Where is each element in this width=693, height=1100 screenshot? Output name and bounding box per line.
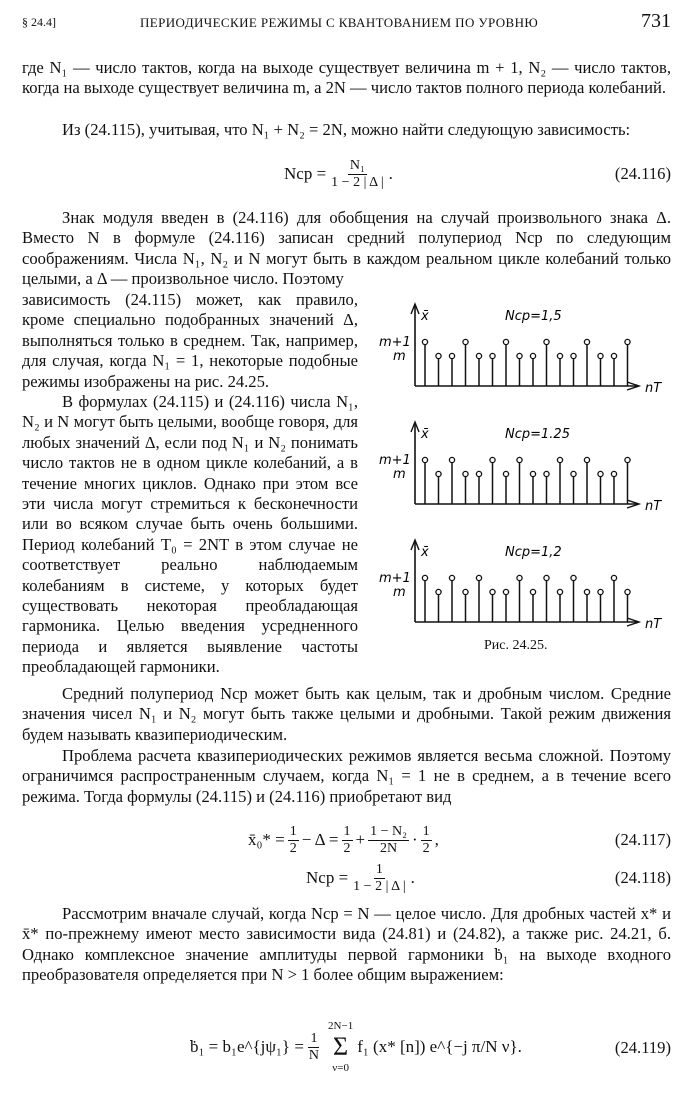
stem-point [436, 353, 441, 358]
paragraph: В формулах (24.115) и (24.116) числа N₁, N₂ и N могут быть целыми, вообще говоря, для любых значений Δ, если под N₁ и N₂ понимать число тактов не в одном цикле колебаний, а в течение многих циклов. Однако при этом все эти числа могут стремиться к бесконечности или во всяком случае быть очень большими. Период колебаний T₀ = 2NT в этом случае не соответствует реально наблюдаемым колебаниям в системе, у которых будет существовать некоторая преобладающая гармоника. Целью введения усредненного периода и является выявление частоты преобладающей гармоники. [22, 392, 358, 677]
stem-point [422, 339, 427, 344]
panel-label: Ncp=1,5 [505, 309, 562, 324]
stem-point [476, 353, 481, 358]
stem-point [530, 589, 535, 594]
stem-point [463, 471, 468, 476]
stem-point [598, 589, 603, 594]
paragraph: где N₁ — число тактов, когда на выходе существует величина m + 1, N₂ — число тактов, когда на выходе существует величина m, а 2N — число тактов полного периода колебаний. [22, 58, 671, 98]
equation-24-119: ḃ₁ = b₁e^{jψ₁} = $\frac{1}{N}$ 2N−1 Σ ν=0 f₁ (x* [n]) e^{−j π/N ν}. (24.119) [190, 1020, 671, 1074]
stem-point [625, 457, 630, 462]
stem-point [490, 353, 495, 358]
paragraph: Рассмотрим вначале случай, когда Nср = N — целое число. Для дробных частей x* и x̄* по-прежнему имеют место зависимости вида (24.81) и (24.82), а также рис. 24.21, б. Однако комплексное значение амплитуды первой гармоники ḃ₁ на выходе входного преобразователя определяется при N > 1 более общим выражением: [22, 904, 671, 985]
section-ref: § 24.4] [22, 15, 56, 29]
level-m-plus-1: m+1 [379, 571, 411, 586]
stem-point [598, 471, 603, 476]
x-axis-label: nT [645, 499, 662, 514]
x-axis-label: nT [645, 381, 662, 396]
stem-point [449, 457, 454, 462]
paragraph: Средний полупериод Nср может быть как целым, так и дробным числом. Средние значения чисел N₁ и N₂ могут быть также целыми и дробными. Такой режим движения будем называть квазипериодическим. [22, 684, 671, 744]
stem-point [557, 457, 562, 462]
stem-point [611, 575, 616, 580]
stem-point [436, 589, 441, 594]
stem-point [436, 471, 441, 476]
stem-point [530, 471, 535, 476]
stem-point [422, 575, 427, 580]
stem-point [530, 353, 535, 358]
level-m-plus-1: m+1 [379, 335, 411, 350]
level-m: m [393, 585, 406, 600]
level-m: m [393, 349, 406, 364]
paragraph: зависимость (24.115) может, как правило, кроме специально подобранных значений Δ, выполняться только в среднем. Так, например, для случая, когда N₁ = 1, некоторые подобные режимы изображены на рис. 24.25. [22, 290, 358, 391]
stem-point [557, 589, 562, 594]
stem-point [422, 457, 427, 462]
level-m-plus-1: m+1 [379, 453, 411, 468]
level-m: m [393, 467, 406, 482]
stem-point [490, 589, 495, 594]
figure-24-25 [355, 300, 675, 660]
stem-point [544, 339, 549, 344]
equation-number: (24.117) [614, 830, 671, 849]
stem-point [503, 589, 508, 594]
stem-point [584, 457, 589, 462]
stem-point [611, 353, 616, 358]
paragraph: Знак модуля введен в (24.116) для обобщения на случай произвольного знака Δ. Вместо N в формуле (24.116) записан средний полупериод Nср по следующим соображениям. Числа N₁, N₂ и N могут быть в каждом реальном цикле колебаний только целыми, а Δ — произвольное число. Поэтому [22, 208, 671, 289]
stem-point [476, 471, 481, 476]
stem-point [476, 575, 481, 580]
stem-point [463, 339, 468, 344]
stem-point [544, 575, 549, 580]
x-axis-label: nT [645, 617, 662, 632]
stem-point [571, 471, 576, 476]
stem-point [611, 471, 616, 476]
y-axis-label: x̄ [421, 545, 429, 560]
equation-number: (24.116) [614, 164, 671, 183]
y-axis-label: x̄ [421, 309, 429, 324]
stem-point [449, 353, 454, 358]
running-header [22, 10, 671, 36]
stem-point [571, 575, 576, 580]
stem-point [571, 353, 576, 358]
stem-point [625, 339, 630, 344]
figure-caption: Рис. 24.25. [484, 638, 548, 653]
header-title: ПЕРИОДИЧЕСКИЕ РЕЖИМЫ С КВАНТОВАНИЕМ ПО УРОВНЮ [140, 15, 539, 30]
equation-number: (24.119) [614, 1038, 671, 1057]
stem-point [584, 339, 589, 344]
stem-point [517, 353, 522, 358]
stem-point [490, 457, 495, 462]
equation-24-117: x̄₀* = $\frac{1}{2}$ − Δ = $\frac{1}{2}$ + $\frac{\text{1 − N₂}}{2N}$ · $\frac{1}{2}$ , (24.117) [248, 823, 671, 856]
paragraph: Из (24.115), учитывая, что N₁ + N₂ = 2N, можно найти следующую зависимость: [62, 120, 631, 139]
equation-number: (24.118) [614, 868, 671, 887]
stem-point [503, 339, 508, 344]
equation-24-116: Nср = $\frac{\text{N₁}}{1 - 2 | \Delta |}$ . (24.116) [284, 157, 671, 190]
stem-point [598, 353, 603, 358]
stem-point [503, 471, 508, 476]
stem-point [449, 575, 454, 580]
panel-label: Ncp=1,2 [505, 545, 562, 560]
stem-point [625, 589, 630, 594]
panel-label: Ncp=1.25 [505, 427, 570, 442]
stem-point [544, 471, 549, 476]
paragraph: Проблема расчета квазипериодических режимов является весьма сложной. Поэтому ограничимся распространенным случаем, когда N₁ = 1 не в среднем, а в течение всего режима. Тогда формулы (24.115) и (24.116) приобретают вид [22, 746, 671, 806]
stem-point [557, 353, 562, 358]
stem-point [463, 589, 468, 594]
page-number: 731 [641, 10, 671, 32]
equation-24-118: Nср = $\frac{1}{1 - 2 | \Delta |}$ . (24.118) [306, 861, 671, 894]
stem-point [584, 589, 589, 594]
y-axis-label: x̄ [421, 427, 429, 442]
stem-point [517, 457, 522, 462]
stem-point [517, 575, 522, 580]
